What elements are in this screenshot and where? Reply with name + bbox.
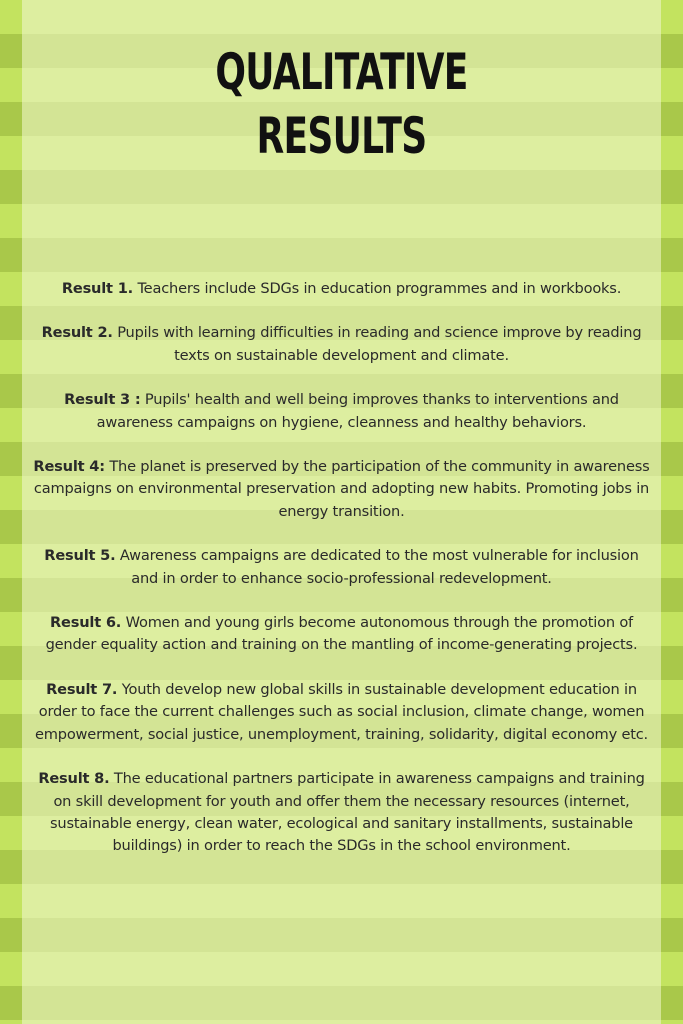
title-line-1: QUALITATIVE: [215, 43, 468, 101]
page-title: [96, 40, 588, 168]
result-label: Result 1.: [61, 280, 133, 297]
result-1: [30, 278, 653, 300]
result-text: Women and young girls become autonomous through the promotion of gender equality action and training on the mantling of income-generating projects.: [45, 614, 638, 654]
result-label: Result 6.: [49, 614, 122, 632]
result-8: [30, 768, 653, 858]
result-6: [30, 612, 653, 657]
result-label: Result 3 :: [64, 391, 141, 409]
results-list: [30, 278, 653, 880]
result-label: Result 7.: [46, 680, 118, 698]
left-border-stripe: [0, 0, 22, 1024]
result-label: Result 8.: [38, 770, 110, 788]
result-text: Pupils with learning difficulties in reading and science improve by reading texts on sustainable development and climate.: [112, 324, 642, 364]
result-text: Pupils' health and well being improves thanks to interventions and awareness campaigns on hygiene, cleanness and healthy behaviors.: [96, 391, 619, 431]
result-7: [30, 679, 653, 746]
result-text: Youth develop new global skills in sustainable development education in order to face the current challenges such as social inclusion, climate change, women empowerment, social justice, unemployment, training, solidarity, digital economy etc.: [34, 680, 649, 743]
result-label: Result 2.: [41, 324, 113, 342]
result-4: [30, 456, 653, 523]
result-text: Awareness campaigns are dedicated to the most vulnerable for inclusion and in order to enhance socio-professional redevelopment.: [115, 547, 639, 587]
result-5: [30, 545, 653, 590]
result-label: Result 5.: [44, 547, 116, 565]
result-text: Teachers include SDGs in education programmes and in workbooks.: [133, 280, 622, 297]
result-text: The planet is preserved by the participation of the community in awareness campaigns on environmental preservation and adopting new habits. Promoting jobs in energy transition.: [33, 458, 650, 520]
result-text: The educational partners participate in awareness campaigns and training on skill development for youth and offer them the necessary resources (internet, sustainable energy, clean water, ecological and sanitary installments, sustainable buildings) in order to reach the SDGs in the school environment.: [50, 770, 645, 855]
result-3: [30, 389, 653, 434]
result-label: Result 4:: [33, 458, 105, 476]
right-border-stripe: [661, 0, 683, 1024]
result-2: [30, 322, 653, 367]
title-line-2: RESULTS: [256, 107, 427, 165]
